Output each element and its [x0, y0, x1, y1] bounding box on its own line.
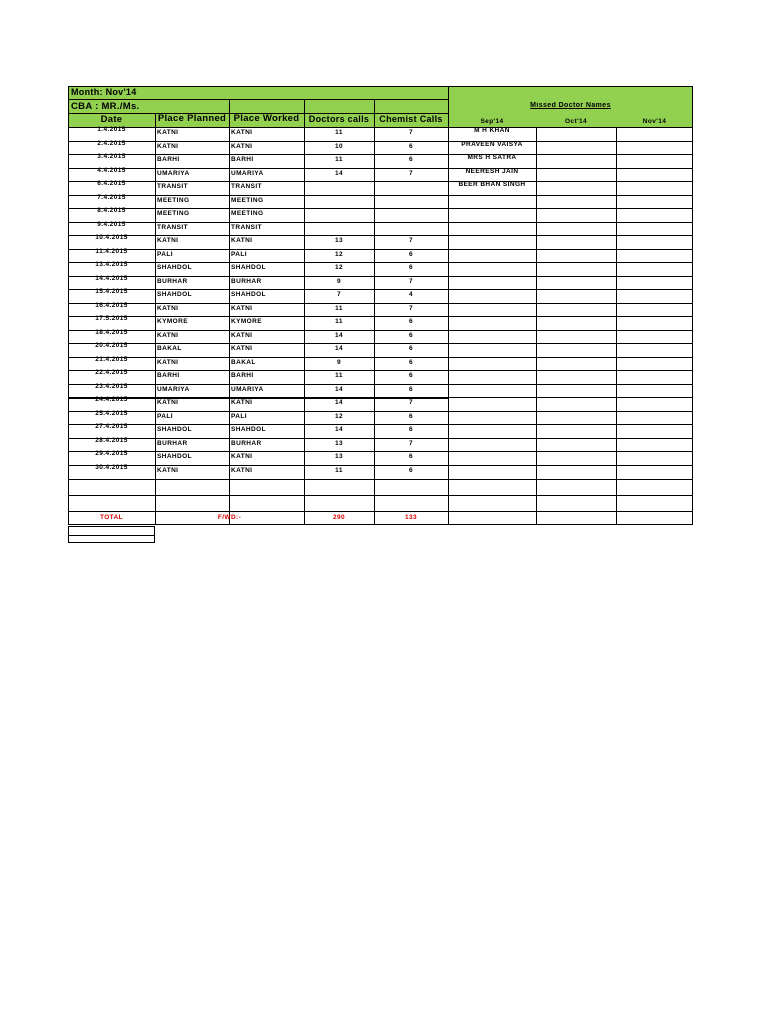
- row-date: 10.4.2015: [95, 234, 128, 241]
- row-doctors-calls: 12: [334, 264, 344, 271]
- row-chemist-calls: 6: [408, 318, 413, 325]
- row-place-worked: PALI: [231, 251, 247, 258]
- cba-label: CBA : MR./Ms.: [71, 101, 140, 112]
- row-place-planned: TRANSIT: [157, 183, 188, 190]
- row-place-worked: PALI: [231, 413, 247, 420]
- row-doctors-calls: 14: [334, 170, 344, 177]
- row-chemist-calls: 6: [408, 143, 413, 150]
- row-date: 4.4.2015: [97, 167, 126, 174]
- row-doctors-calls: 13: [334, 453, 344, 460]
- row-place-planned: SHAHDOL: [157, 453, 192, 460]
- row-place-planned: BURHAR: [157, 278, 188, 285]
- missed-month-nov: Nov'14: [642, 118, 667, 125]
- total-label: TOTAL: [99, 514, 124, 521]
- row-chemist-calls: 7: [408, 440, 413, 447]
- row-date: 13.4.2015: [95, 261, 128, 268]
- row-doctors-calls: 10: [334, 143, 344, 150]
- row-doctors-calls: 14: [334, 399, 344, 406]
- row-place-worked: SHAHDOL: [231, 264, 266, 271]
- row-place-planned: BARHI: [157, 372, 180, 379]
- row-date: 18.4.2015: [95, 329, 128, 336]
- row-place-planned: KATNI: [157, 467, 179, 474]
- row-date: 9.4.2015: [97, 221, 126, 228]
- row-place-planned: KATNI: [157, 332, 179, 339]
- row-place-planned: KATNI: [157, 129, 179, 136]
- missed-month-sep: Sep'14: [480, 118, 504, 125]
- row-place-worked: MEETING: [231, 197, 264, 204]
- row-place-planned: UMARIYA: [157, 170, 190, 177]
- row-chemist-calls: 6: [408, 332, 413, 339]
- row-date: 7.4.2015: [97, 194, 126, 201]
- row-doctors-calls: 14: [334, 332, 344, 339]
- row-chemist-calls: 7: [408, 237, 413, 244]
- row-place-worked: KATNI: [231, 305, 253, 312]
- row-place-planned: KATNI: [157, 305, 179, 312]
- row-place-planned: KATNI: [157, 143, 179, 150]
- row-date: 15.4.2015: [95, 288, 128, 295]
- column-header-date: Date: [100, 114, 123, 125]
- column-header-chemist-calls: Chemist Calls: [379, 114, 443, 124]
- row-date: 16.4.2015: [95, 302, 128, 309]
- row-date: 23.4.2015: [95, 383, 128, 390]
- row-place-worked: BARHI: [231, 372, 254, 379]
- row-chemist-calls: 6: [408, 359, 413, 366]
- row-chemist-calls: 6: [408, 413, 413, 420]
- row-chemist-calls: 6: [408, 264, 413, 271]
- row-place-worked: TRANSIT: [231, 224, 262, 231]
- row-date: 30.4.2015: [95, 464, 128, 471]
- column-header-doctors-calls: Doctors calls: [308, 114, 370, 124]
- row-chemist-calls: 6: [408, 386, 413, 393]
- footer-divider: [69, 535, 154, 536]
- row-chemist-calls: 4: [408, 291, 413, 298]
- row-place-planned: BURHAR: [157, 440, 188, 447]
- row-place-planned: TRANSIT: [157, 224, 188, 231]
- row-place-worked: TRANSIT: [231, 183, 262, 190]
- row-chemist-calls: 7: [408, 278, 413, 285]
- row-place-worked: KATNI: [231, 467, 253, 474]
- row-place-planned: BARHI: [157, 156, 180, 163]
- row-date: 6.4.2015: [97, 180, 126, 187]
- doctors-total: 290: [332, 514, 346, 521]
- row-place-worked: KATNI: [231, 129, 253, 136]
- row-place-planned: PALI: [157, 413, 173, 420]
- row-doctors-calls: 11: [335, 467, 343, 474]
- row-doctors-calls: 7: [336, 291, 341, 298]
- row-doctors-calls: 14: [334, 345, 344, 352]
- column-header-place-worked: Place Worked: [233, 113, 300, 124]
- row-place-planned: KATNI: [157, 399, 179, 406]
- row-place-worked: BURHAR: [231, 440, 262, 447]
- row-doctors-calls: 14: [334, 426, 344, 433]
- row-place-worked: SHAHDOL: [231, 426, 266, 433]
- row-date: 24.4.2015: [95, 396, 128, 403]
- row-place-planned: MEETING: [157, 197, 190, 204]
- row-place-worked: BAKAL: [231, 359, 256, 366]
- row-doctors-calls: 9: [336, 278, 341, 285]
- row-date: 11.4.2015: [95, 248, 128, 255]
- column-header-place-planned: Place Planned: [157, 113, 227, 124]
- missed-doctor-names-title: Missed Doctor Names: [530, 102, 611, 109]
- row-date: 29.4.2015: [95, 450, 128, 457]
- month-label: Month: Nov'14: [71, 87, 137, 97]
- row-chemist-calls: 7: [408, 129, 413, 136]
- row-place-planned: SHAHDOL: [157, 426, 192, 433]
- row-place-planned: KYMORE: [157, 318, 188, 325]
- missed-month-oct: Oct'14: [564, 118, 587, 125]
- missed-doctor-name: PRAVEEN VAISYA: [461, 141, 523, 148]
- footer-empty-cells: [68, 526, 155, 543]
- row-chemist-calls: 7: [408, 399, 413, 406]
- row-place-planned: SHAHDOL: [157, 291, 192, 298]
- row-place-worked: KATNI: [231, 143, 253, 150]
- row-date: 28.4.2015: [95, 437, 128, 444]
- row-place-worked: BARHI: [231, 156, 254, 163]
- row-chemist-calls: 7: [408, 170, 413, 177]
- row-place-worked: KATNI: [231, 453, 253, 460]
- row-chemist-calls: 6: [408, 426, 413, 433]
- row-place-worked: KATNI: [231, 345, 253, 352]
- row-date: 8.4.2015: [97, 207, 126, 214]
- row-doctors-calls: 12: [334, 251, 344, 258]
- row-doctors-calls: 11: [335, 318, 343, 325]
- row-date: 3.4.2015: [97, 153, 126, 160]
- row-doctors-calls: 11: [335, 305, 343, 312]
- chemist-total: 133: [404, 514, 418, 521]
- row-date: 21.4.2015: [95, 356, 128, 363]
- row-chemist-calls: 6: [408, 453, 413, 460]
- row-place-planned: SHAHDOL: [157, 264, 192, 271]
- missed-doctor-name: BEER BHAN SINGH: [458, 181, 526, 188]
- row-place-worked: KATNI: [231, 237, 253, 244]
- row-chemist-calls: 6: [408, 467, 413, 474]
- row-doctors-calls: 14: [334, 386, 344, 393]
- row-place-worked: MEETING: [231, 210, 264, 217]
- row-date: 2.4.2015: [97, 140, 126, 147]
- row-place-planned: UMARIYA: [157, 386, 190, 393]
- row-date: 17.5.2015: [95, 315, 128, 322]
- row-chemist-calls: 6: [408, 372, 413, 379]
- row-place-planned: BAKAL: [157, 345, 182, 352]
- row-chemist-calls: 6: [408, 251, 413, 258]
- row-place-worked: KATNI: [231, 399, 253, 406]
- row-chemist-calls: 6: [408, 156, 413, 163]
- row-place-worked: UMARIYA: [231, 170, 264, 177]
- missed-doctor-name: M H KHAN: [474, 127, 510, 134]
- row-doctors-calls: 13: [334, 237, 344, 244]
- row-chemist-calls: 6: [408, 345, 413, 352]
- row-place-planned: KATNI: [157, 237, 179, 244]
- row-doctors-calls: 12: [334, 413, 344, 420]
- row-place-planned: PALI: [157, 251, 173, 258]
- row-place-worked: BURHAR: [231, 278, 262, 285]
- row-date: 14.4.2015: [95, 275, 128, 282]
- row-place-worked: UMARIYA: [231, 386, 264, 393]
- row-doctors-calls: 11: [335, 129, 343, 136]
- row-doctors-calls: 13: [334, 440, 344, 447]
- missed-doctor-name: MRS H SATRA: [467, 154, 517, 161]
- row-chemist-calls: 7: [408, 305, 413, 312]
- fwd-label: F/WD:-: [217, 514, 242, 521]
- row-date: 25.4.2015: [95, 410, 128, 417]
- row-doctors-calls: 9: [336, 359, 341, 366]
- row-place-planned: MEETING: [157, 210, 190, 217]
- row-date: 27.4.2015: [95, 423, 128, 430]
- row-doctors-calls: 11: [335, 156, 343, 163]
- row-date: 1.4.2015: [97, 126, 126, 133]
- row-date: 20.4.2015: [95, 342, 128, 349]
- missed-doctor-name: NEERESH JAIN: [465, 168, 519, 175]
- row-place-planned: KATNI: [157, 359, 179, 366]
- row-doctors-calls: 11: [335, 372, 343, 379]
- row-place-worked: KYMORE: [231, 318, 262, 325]
- row-place-worked: KATNI: [231, 332, 253, 339]
- row-date: 22.4.2015: [95, 369, 128, 376]
- row-place-worked: SHAHDOL: [231, 291, 266, 298]
